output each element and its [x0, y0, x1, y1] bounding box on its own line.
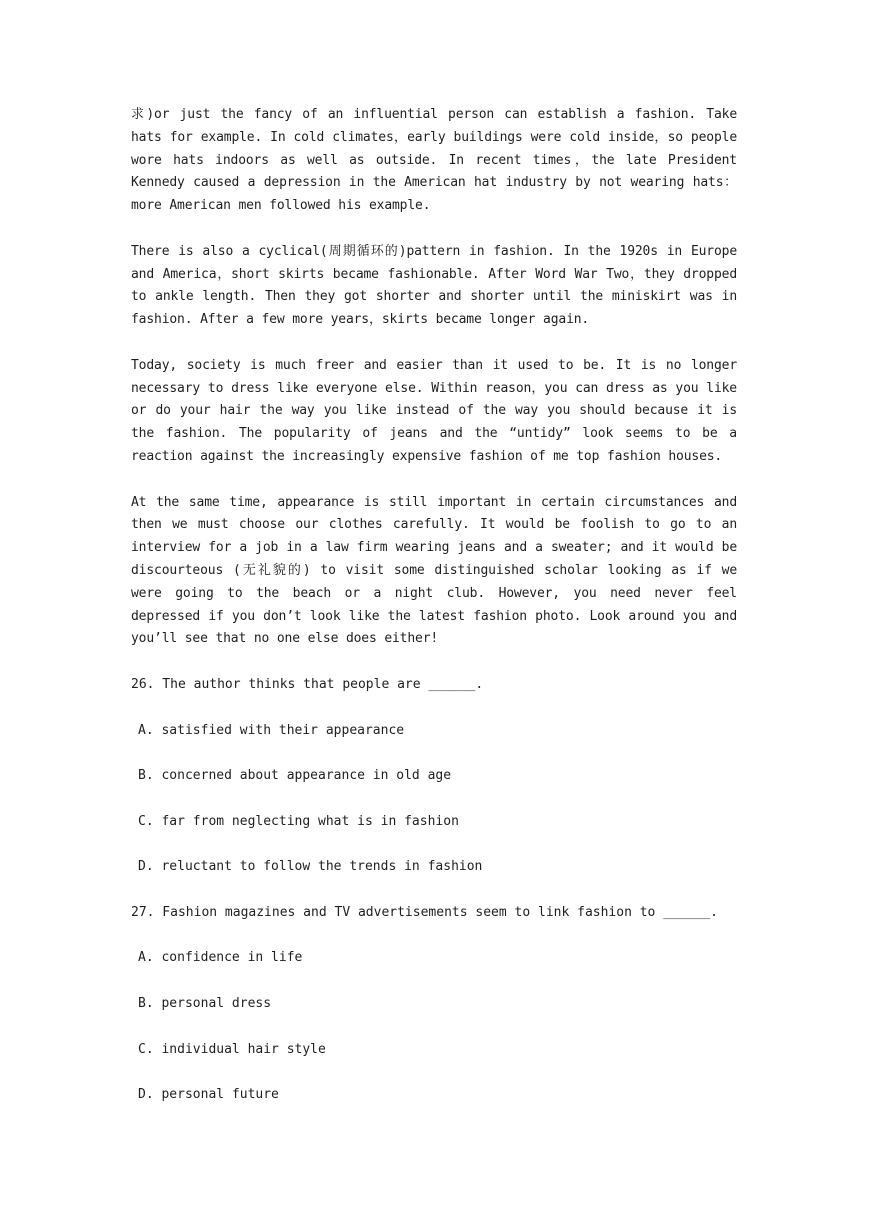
document-page	[131, 104, 737, 1130]
question-26-option-c: C. far from neglecting what is in fashion	[138, 813, 459, 829]
question-27-option-a: A. confidence in life	[138, 950, 303, 966]
question-27-stem: 27. Fashion magazines and TV advertisements seem to link fashion to ______.	[131, 904, 718, 920]
question-26-option-d: D. reluctant to follow the trends in fashion	[138, 859, 483, 875]
question-26	[131, 674, 737, 879]
passage-paragraph-2: There is also a cyclical(周期循环的)pattern in fashion. In the 1920s in Europe and America，short skirts became fashionable. After Word War Two，they dropped to ankle length. Then they got shorter and shorter until the miniskirt was in fashion. After a few more years，skirts became longer again.	[131, 243, 737, 328]
question-27	[131, 902, 737, 1107]
question-27-option-c: C. individual hair style	[138, 1041, 326, 1057]
question-26-option-a: A. satisfied with their appearance	[138, 722, 405, 738]
question-27-option-b: B. personal dress	[138, 996, 272, 1012]
question-27-option-d: D. personal future	[138, 1087, 279, 1103]
passage-paragraph-4: At the same time, appearance is still important in certain circumstances and then we must choose our clothes carefully. It would be foolish to go to an interview for a job in a law firm wearing jeans and a sweater; and it would be discourteous (无礼貌的) to visit some distinguished scholar looking as if we were going to the beach or a night club. However, you need never feel depressed if you don’t look like the latest fashion photo. Look around you and you’ll see that no one else does either!	[131, 494, 737, 647]
question-26-stem: 26. The author thinks that people are ______.	[131, 676, 484, 692]
passage-paragraph-3: Today, society is much freer and easier than it used to be. It is no longer necessary to dress like everyone else. Within reason，you can dress as you like or do your hair the way you like instead of the way you should because it is the fashion. The popularity of jeans and the “untidy” look seems to be a reaction against the increasingly expensive fashion of me top fashion houses.	[131, 357, 737, 464]
question-26-option-b: B. concerned about appearance in old age	[138, 768, 452, 784]
passage-paragraph-1: 求)or just the fancy of an influential person can establish a fashion. Take hats for example. In cold climates，early buildings were cold inside，so people wore hats indoors as well as outside. In recent times，the late President Kennedy caused a depression in the American hat industry by not wearing hats：more American men followed his example.	[131, 107, 737, 214]
